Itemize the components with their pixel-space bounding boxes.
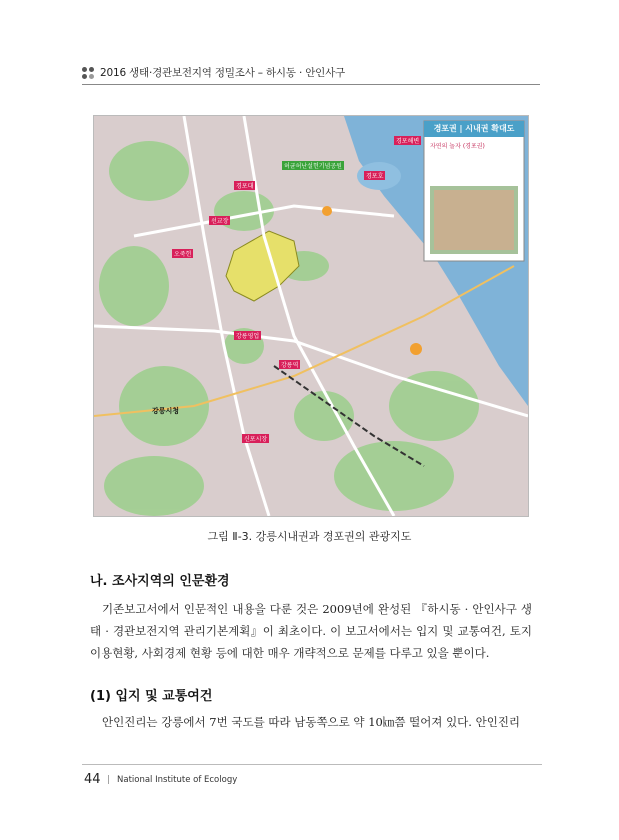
map-label: 경포대 (236, 183, 254, 190)
running-header (82, 64, 542, 82)
section-paragraph: 기존보고서에서 인문적인 내용을 다룬 것은 2009년에 완성된 『하시동 · 안인사구 생태 · 경관보전지역 관리기본계획』이 최초이다. 이 보고서에서는 입지 및 교통여건, 토지 이용현황, 사회경제 현황 등에 대한 매우 개략적으로 문제를 다루고 있을 뿐이다. (90, 602, 532, 660)
poi-marker (410, 343, 422, 355)
inset-subtitle-sub: (경포권) (462, 143, 485, 150)
map-label: 경포호 (366, 173, 384, 180)
poi-marker (322, 206, 332, 216)
inset-subtitle (430, 141, 485, 150)
page-number: 44 (84, 772, 101, 787)
footer-separator: | (107, 775, 111, 785)
footer-institution: National Institute of Ecology (117, 775, 238, 785)
figure-caption: 그림 Ⅱ-3. 강릉시내권과 경포권의 관광지도 (207, 530, 412, 543)
header-divider (82, 84, 540, 85)
tourist-map-figure (93, 115, 529, 517)
map-label: 허균허난설헌기념공원 (284, 163, 342, 170)
header-title: 2016 생태·경관보전지역 정밀조사 – 하시동 · 안인사구 (100, 67, 345, 79)
subsection-paragraph: 안인진리는 강릉에서 7번 국도를 따라 남동쪽으로 약 10㎞쯤 떨어져 있다. 안인진리 (102, 715, 521, 729)
map-label: 강릉역 (281, 362, 299, 369)
inset-title: 경포권 | 시내권 확대도 (433, 124, 515, 133)
map-label: 강릉시청 (152, 407, 180, 415)
section-heading: 나. 조사지역의 인문환경 (90, 574, 230, 589)
map-label: 경포해변 (396, 138, 420, 145)
subsection-heading: (1) 입지 및 교통여건 (90, 689, 213, 704)
map-label: 선교장 (211, 218, 229, 225)
map-label: 강릉영업 (236, 333, 260, 340)
map-label: 신포시장 (244, 436, 268, 443)
footer-divider (82, 764, 542, 765)
map-label: 오죽헌 (174, 251, 192, 258)
header-bullet-icon (82, 67, 96, 81)
inset-subtitle-main: 자연의 놀자 (430, 143, 461, 150)
